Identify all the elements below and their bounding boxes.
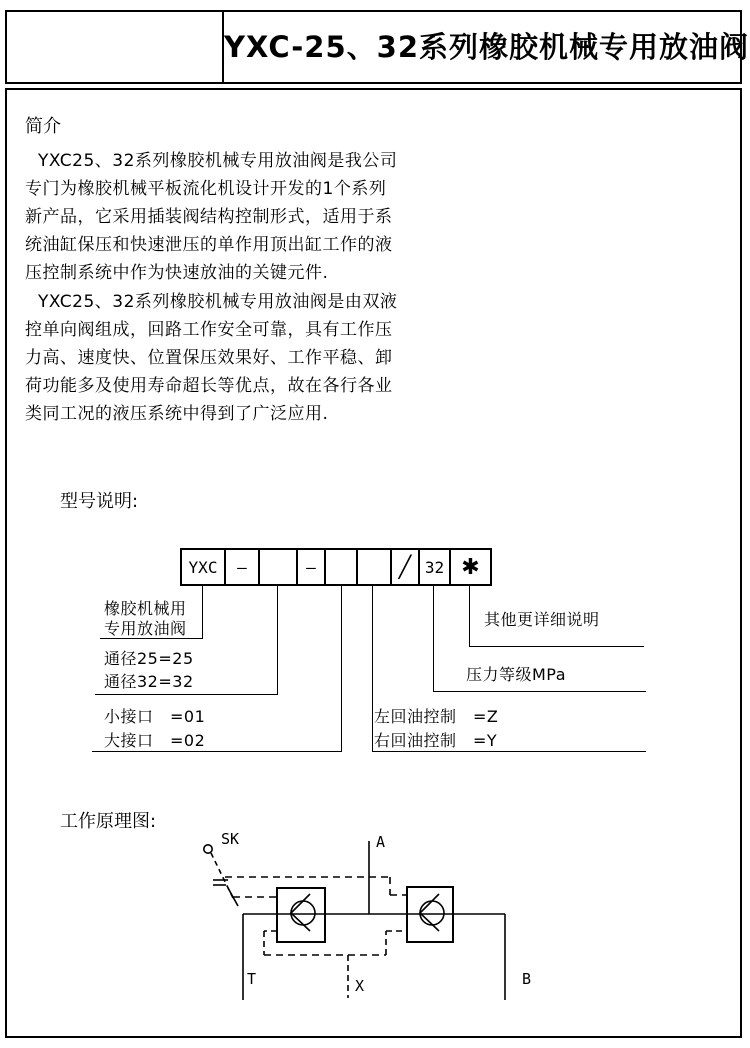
intro-line: 新产品，它采用插装阀结构控制形式，适用于系 <box>25 207 393 227</box>
leader-underline <box>95 694 278 695</box>
port-label-a: A <box>376 833 386 851</box>
leader-line <box>433 584 434 692</box>
intro-line: 统油缸保压和快速泄压的单作用顶出缸工作的液 <box>25 235 393 255</box>
intro-line: 压控制系统中作为快速放油的关键元件. <box>25 263 329 283</box>
code-cell-prefix: YXC <box>182 550 226 584</box>
intro-line: 力高、速度快、位置保压效果好、工作平稳、卸 <box>25 348 393 368</box>
port-label-x: X <box>355 977 365 995</box>
label-other-detail: 其他更详细说明 <box>484 610 600 629</box>
label-large-port: 大接口 =02 <box>104 731 206 750</box>
leader-underline <box>92 751 342 752</box>
code-cell-dash: — <box>298 550 326 584</box>
port-label-b: B <box>522 970 532 988</box>
intro-heading: 简介 <box>25 116 61 137</box>
intro-line: YXC25、32系列橡胶机械专用放油阀是我公司 <box>38 151 398 171</box>
code-cell-pressure: 32 <box>420 550 451 584</box>
intro-line: 专门为橡胶机械平板流化机设计开发的1个系列 <box>25 179 387 199</box>
intro-line: 控单向阀组成，回路工作安全可靠，具有工作压 <box>25 320 393 340</box>
code-cell-blank <box>260 550 298 584</box>
port-label-t: T <box>247 970 257 988</box>
intro-line: 类同工况的液压系统中得到了广泛应用. <box>25 404 329 424</box>
intro-line: 荷功能多及使用寿命超长等优点，故在各行各业 <box>25 376 393 396</box>
code-cell-slash: ╱ <box>392 550 420 584</box>
label-bore25: 通径25=25 <box>104 649 194 668</box>
code-cell-dash: — <box>226 550 260 584</box>
code-cell-blank <box>358 550 392 584</box>
intro-line: YXC25、32系列橡胶机械专用放油阀是由双液 <box>38 292 398 312</box>
code-cell-blank <box>326 550 358 584</box>
model-heading: 型号说明: <box>60 491 139 512</box>
leader-underline <box>469 646 644 647</box>
leader-line <box>372 584 373 752</box>
label-valve-name-2: 专用放油阀 <box>104 619 187 638</box>
leader-line <box>341 584 342 752</box>
leader-line <box>202 584 203 639</box>
label-bore32: 通径32=32 <box>104 672 194 691</box>
label-pressure-grade: 压力等级MPa <box>466 665 567 684</box>
port-label-sk: SK <box>221 830 240 848</box>
leader-underline <box>433 691 646 692</box>
code-cell-asterisk: ✱ <box>461 554 480 580</box>
label-left-return: 左回油控制 =Z <box>374 707 499 726</box>
hydraulic-schematic <box>180 828 560 1010</box>
leader-line <box>469 584 470 647</box>
leader-line <box>277 584 278 695</box>
label-small-port: 小接口 =01 <box>104 707 206 726</box>
model-code-row <box>180 548 492 586</box>
label-valve-name-1: 橡胶机械用 <box>104 599 187 618</box>
page-title: YXC-25、32系列橡胶机械专用放油阀 <box>224 30 750 64</box>
leader-underline <box>372 751 646 752</box>
lever-knob-icon <box>204 845 212 853</box>
label-right-return: 右回油控制 =Y <box>374 731 498 750</box>
schematic-heading: 工作原理图: <box>60 811 157 832</box>
